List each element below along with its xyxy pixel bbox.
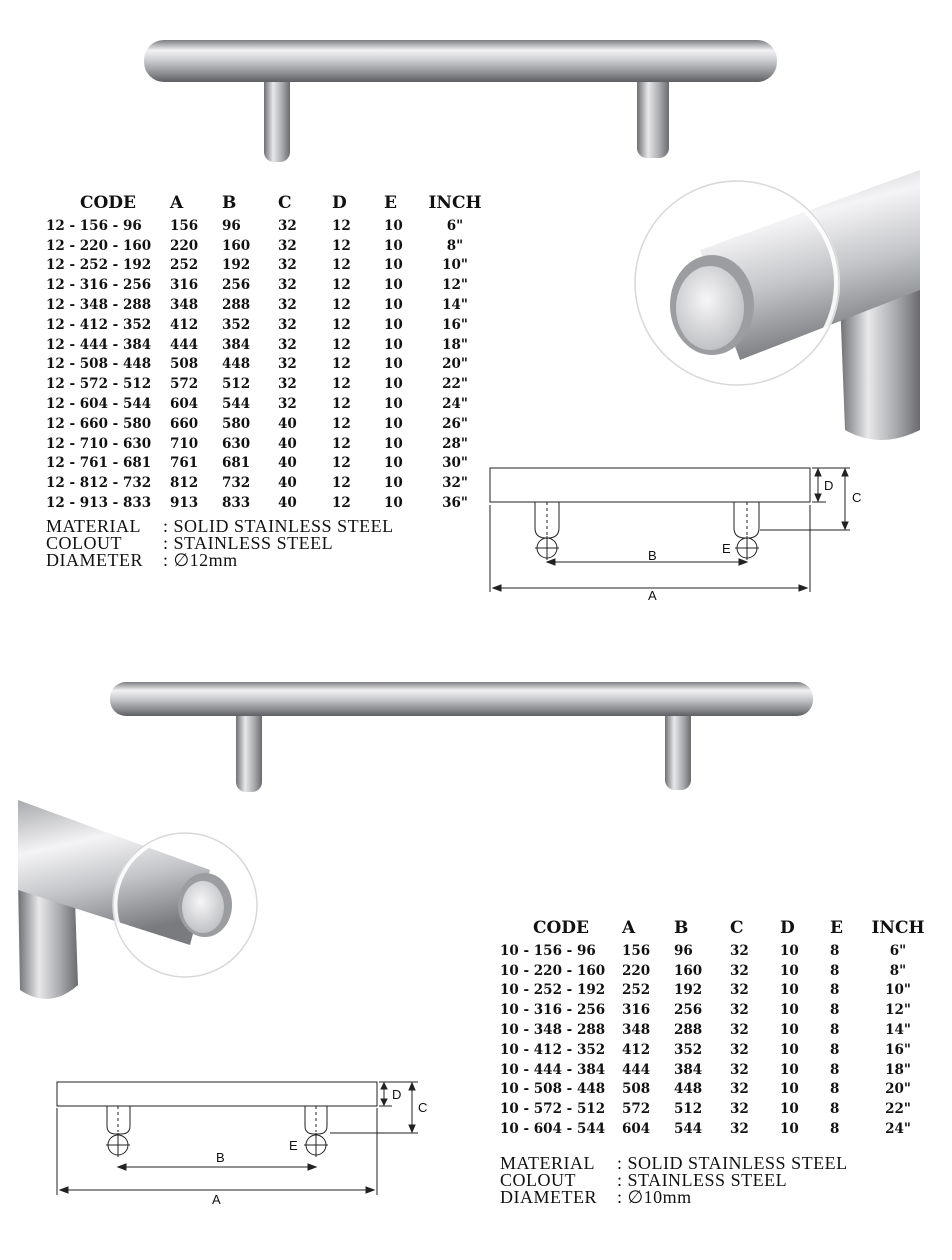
table-cell: 32 bbox=[730, 1041, 749, 1058]
table-cell: 352 bbox=[222, 316, 251, 333]
table-cell: 913 bbox=[170, 495, 199, 512]
table-cell: 32 bbox=[730, 1061, 749, 1078]
table-cell: 10 - 412 - 352 bbox=[500, 1041, 606, 1058]
table-cell: 8 bbox=[830, 1121, 840, 1138]
table-cell: 8 bbox=[830, 1101, 840, 1118]
table-cell: 384 bbox=[222, 336, 251, 353]
table-cell: 10 bbox=[384, 356, 403, 373]
table-cell: 448 bbox=[222, 356, 251, 373]
table-cell: 192 bbox=[222, 257, 251, 274]
table-cell: 14" bbox=[885, 1022, 911, 1039]
diameter-label: DIAMETER bbox=[46, 550, 143, 570]
table-row bbox=[46, 216, 484, 236]
table-cell: 12 bbox=[332, 336, 351, 353]
diameter-value: : ∅12mm bbox=[163, 550, 238, 570]
table-cell: 604 bbox=[170, 396, 199, 413]
column-header: D bbox=[780, 918, 795, 938]
table-cell: 32 bbox=[278, 396, 297, 413]
table-cell: 16" bbox=[885, 1041, 911, 1058]
table-row bbox=[46, 256, 484, 276]
table-cell: 40 bbox=[278, 455, 297, 472]
table-cell: 40 bbox=[278, 435, 297, 452]
spec-notes-10mm bbox=[500, 1155, 848, 1206]
table-cell: 316 bbox=[622, 1002, 651, 1019]
table-cell: 10 - 156 - 96 bbox=[500, 942, 596, 959]
table-row bbox=[500, 1040, 926, 1060]
table-cell: 10 bbox=[780, 962, 799, 979]
table-cell: 32 bbox=[730, 942, 749, 959]
table-row bbox=[46, 236, 484, 256]
table-cell: 10 bbox=[384, 237, 403, 254]
table-cell: 40 bbox=[278, 495, 297, 512]
table-cell: 10 - 508 - 448 bbox=[500, 1081, 606, 1098]
table-cell: 26" bbox=[442, 415, 468, 432]
table-cell: 10 bbox=[384, 475, 403, 492]
table-cell: 96 bbox=[222, 217, 241, 234]
table-cell: 288 bbox=[674, 1022, 703, 1039]
table-cell: 580 bbox=[222, 415, 251, 432]
diameter-label: DIAMETER bbox=[500, 1187, 597, 1207]
material-label: MATERIAL bbox=[46, 516, 141, 536]
table-row bbox=[500, 941, 926, 961]
table-cell: 384 bbox=[674, 1061, 703, 1078]
table-cell: 12 bbox=[332, 435, 351, 452]
table-row bbox=[46, 374, 484, 394]
table-cell: 24" bbox=[442, 396, 468, 413]
table-cell: 252 bbox=[622, 982, 651, 999]
table-cell: 316 bbox=[170, 277, 199, 294]
table-cell: 10 - 604 - 544 bbox=[500, 1121, 606, 1138]
column-header: A bbox=[170, 193, 184, 213]
diagram2-label-e: E bbox=[289, 1138, 298, 1153]
dimension-diagram-12mm bbox=[490, 468, 850, 592]
table-cell: 12 bbox=[332, 237, 351, 254]
table-cell: 833 bbox=[222, 495, 251, 512]
table-cell: 10 bbox=[384, 376, 403, 393]
diagram1-label-b: B bbox=[648, 548, 657, 563]
table-cell: 28" bbox=[442, 435, 468, 452]
table-cell: 36" bbox=[442, 495, 468, 512]
table-cell: 12 - 913 - 833 bbox=[46, 495, 152, 512]
table-cell: 32 bbox=[278, 336, 297, 353]
table-cell: 710 bbox=[170, 435, 199, 452]
table-cell: 12 - 220 - 160 bbox=[46, 237, 152, 254]
table-row bbox=[46, 414, 484, 434]
column-header: E bbox=[830, 918, 843, 938]
column-header: INCH bbox=[428, 193, 482, 213]
table-cell: 12 bbox=[332, 316, 351, 333]
table-cell: 8 bbox=[830, 942, 840, 959]
table-cell: 512 bbox=[674, 1101, 703, 1118]
table-cell: 12 bbox=[332, 297, 351, 314]
column-header: CODE bbox=[79, 193, 137, 213]
table-cell: 544 bbox=[222, 396, 251, 413]
table-cell: 256 bbox=[222, 277, 251, 294]
table-cell: 32 bbox=[730, 1121, 749, 1138]
table-cell: 12" bbox=[442, 277, 468, 294]
table-cell: 10 bbox=[780, 1061, 799, 1078]
table-cell: 12 bbox=[332, 495, 351, 512]
spec-notes-12mm bbox=[46, 518, 394, 569]
table-cell: 10 bbox=[384, 415, 403, 432]
table-cell: 220 bbox=[170, 237, 199, 254]
column-header: E bbox=[384, 193, 397, 213]
spec-table-12mm bbox=[46, 192, 484, 513]
table-cell: 660 bbox=[170, 415, 199, 432]
table-cell: 10 bbox=[780, 1121, 799, 1138]
column-header: B bbox=[674, 918, 689, 938]
table-cell: 812 bbox=[170, 475, 199, 492]
table-cell: 8 bbox=[830, 1061, 840, 1078]
table-row bbox=[500, 961, 926, 981]
table-cell: 444 bbox=[622, 1061, 651, 1078]
table-cell: 12 bbox=[332, 455, 351, 472]
table-cell: 252 bbox=[170, 257, 199, 274]
table-header-row bbox=[46, 192, 484, 216]
table-cell: 32 bbox=[278, 237, 297, 254]
table-cell: 22" bbox=[885, 1101, 911, 1118]
table-cell: 10 bbox=[384, 495, 403, 512]
diagram1-label-a: A bbox=[648, 588, 657, 603]
table-cell: 352 bbox=[674, 1041, 703, 1058]
table-cell: 30" bbox=[442, 455, 468, 472]
table-cell: 32 bbox=[278, 297, 297, 314]
table-cell: 412 bbox=[622, 1041, 651, 1058]
table-cell: 18" bbox=[885, 1061, 911, 1078]
table-cell: 32 bbox=[278, 356, 297, 373]
table-cell: 10 bbox=[780, 1101, 799, 1118]
diagram1-label-d: D bbox=[824, 478, 834, 493]
table-cell: 32 bbox=[730, 1002, 749, 1019]
table-cell: 572 bbox=[622, 1101, 651, 1118]
table-cell: 12 bbox=[332, 356, 351, 373]
table-cell: 412 bbox=[170, 316, 199, 333]
table-cell: 12 - 508 - 448 bbox=[46, 356, 152, 373]
table-cell: 10 bbox=[384, 435, 403, 452]
spec-table-10mm bbox=[500, 917, 926, 1139]
table-cell: 40 bbox=[278, 415, 297, 432]
table-cell: 10 bbox=[384, 277, 403, 294]
table-row bbox=[46, 434, 484, 454]
table-cell: 192 bbox=[674, 982, 703, 999]
column-header: C bbox=[730, 918, 744, 938]
table-cell: 444 bbox=[170, 336, 199, 353]
table-cell: 10 - 252 - 192 bbox=[500, 982, 606, 999]
table-cell: 6" bbox=[889, 942, 907, 959]
table-row bbox=[46, 493, 484, 513]
table-cell: 10" bbox=[442, 257, 468, 274]
table-cell: 32 bbox=[730, 1101, 749, 1118]
table-cell: 160 bbox=[222, 237, 251, 254]
table-cell: 12 - 156 - 96 bbox=[46, 217, 142, 234]
table-cell: 12 bbox=[332, 277, 351, 294]
table-row bbox=[500, 1060, 926, 1080]
table-row bbox=[500, 981, 926, 1001]
table-cell: 10 - 220 - 160 bbox=[500, 962, 606, 979]
table-cell: 20" bbox=[885, 1081, 911, 1098]
table-cell: 12 bbox=[332, 396, 351, 413]
table-cell: 156 bbox=[170, 217, 199, 234]
colour-value: : STAINLESS STEEL bbox=[163, 533, 334, 553]
table-cell: 12 bbox=[332, 376, 351, 393]
table-row bbox=[46, 454, 484, 474]
table-cell: 12 - 572 - 512 bbox=[46, 376, 152, 393]
table-cell: 348 bbox=[622, 1022, 651, 1039]
handle-closeup-12mm bbox=[635, 170, 920, 440]
table-row bbox=[46, 315, 484, 335]
diagram2-label-b: B bbox=[216, 1150, 225, 1165]
table-cell: 10 bbox=[780, 1081, 799, 1098]
table-cell: 12 - 812 - 732 bbox=[46, 475, 152, 492]
dimension-diagram-10mm bbox=[57, 1082, 418, 1195]
table-row bbox=[500, 1119, 926, 1139]
table-cell: 12 - 660 - 580 bbox=[46, 415, 152, 432]
table-cell: 10" bbox=[885, 982, 911, 999]
handle-photo-12mm bbox=[144, 40, 777, 162]
table-cell: 681 bbox=[222, 455, 251, 472]
handle-photo-10mm bbox=[110, 682, 813, 792]
table-cell: 12 - 761 - 681 bbox=[46, 455, 152, 472]
table-cell: 12 bbox=[332, 257, 351, 274]
diagram1-label-c: C bbox=[852, 490, 862, 505]
material-value: : SOLID STAINLESS STEEL bbox=[617, 1153, 848, 1173]
table-cell: 512 bbox=[222, 376, 251, 393]
table-cell: 8 bbox=[830, 1041, 840, 1058]
table-cell: 761 bbox=[170, 455, 199, 472]
table-cell: 288 bbox=[222, 297, 251, 314]
table-cell: 32 bbox=[278, 257, 297, 274]
table-cell: 508 bbox=[622, 1081, 651, 1098]
table-cell: 604 bbox=[622, 1121, 651, 1138]
diameter-value: : ∅10mm bbox=[617, 1187, 692, 1207]
table-cell: 22" bbox=[442, 376, 468, 393]
table-cell: 544 bbox=[674, 1121, 703, 1138]
table-cell: 32" bbox=[442, 475, 468, 492]
column-header: D bbox=[332, 193, 347, 213]
table-cell: 10 bbox=[780, 942, 799, 959]
table-cell: 12 - 444 - 384 bbox=[46, 336, 152, 353]
table-cell: 12 - 316 - 256 bbox=[46, 277, 152, 294]
table-cell: 32 bbox=[730, 982, 749, 999]
table-cell: 8 bbox=[830, 962, 840, 979]
table-row bbox=[46, 473, 484, 493]
table-cell: 10 - 348 - 288 bbox=[500, 1022, 606, 1039]
table-cell: 10 - 444 - 384 bbox=[500, 1061, 606, 1078]
table-cell: 732 bbox=[222, 475, 251, 492]
table-cell: 12 - 604 - 544 bbox=[46, 396, 152, 413]
diagram2-label-a: A bbox=[212, 1192, 221, 1207]
table-cell: 508 bbox=[170, 356, 199, 373]
table-cell: 32 bbox=[730, 962, 749, 979]
table-row bbox=[500, 1000, 926, 1020]
table-cell: 12 bbox=[332, 415, 351, 432]
handle-closeup-10mm bbox=[18, 800, 257, 999]
table-cell: 10 bbox=[780, 1002, 799, 1019]
table-cell: 32 bbox=[278, 217, 297, 234]
table-cell: 10 - 316 - 256 bbox=[500, 1002, 606, 1019]
table-cell: 32 bbox=[730, 1081, 749, 1098]
table-cell: 8 bbox=[830, 1022, 840, 1039]
table-cell: 18" bbox=[442, 336, 468, 353]
column-header: INCH bbox=[871, 918, 925, 938]
column-header: B bbox=[222, 193, 237, 213]
table-cell: 12 bbox=[332, 475, 351, 492]
table-row bbox=[46, 335, 484, 355]
table-cell: 32 bbox=[730, 1022, 749, 1039]
table-cell: 10 bbox=[780, 1022, 799, 1039]
table-cell: 220 bbox=[622, 962, 651, 979]
table-cell: 16" bbox=[442, 316, 468, 333]
table-cell: 12 - 710 - 630 bbox=[46, 435, 152, 452]
table-cell: 8" bbox=[446, 237, 464, 254]
table-cell: 10 - 572 - 512 bbox=[500, 1101, 606, 1118]
table-cell: 10 bbox=[384, 336, 403, 353]
table-cell: 40 bbox=[278, 475, 297, 492]
column-header: C bbox=[278, 193, 292, 213]
table-cell: 8 bbox=[830, 1002, 840, 1019]
material-label: MATERIAL bbox=[500, 1153, 595, 1173]
table-cell: 32 bbox=[278, 376, 297, 393]
table-cell: 10 bbox=[384, 297, 403, 314]
table-cell: 448 bbox=[674, 1081, 703, 1098]
table-cell: 10 bbox=[780, 1041, 799, 1058]
colour-label: COLOUT bbox=[46, 533, 122, 553]
diagram2-label-d: D bbox=[392, 1087, 402, 1102]
table-cell: 12 bbox=[332, 217, 351, 234]
table-cell: 156 bbox=[622, 942, 651, 959]
table-header-row bbox=[500, 917, 926, 941]
table-cell: 10 bbox=[384, 455, 403, 472]
table-cell: 96 bbox=[674, 942, 693, 959]
table-row bbox=[46, 394, 484, 414]
table-cell: 12 - 412 - 352 bbox=[46, 316, 152, 333]
column-header: A bbox=[622, 918, 636, 938]
diagram2-label-c: C bbox=[418, 1100, 428, 1115]
table-cell: 12 - 348 - 288 bbox=[46, 297, 152, 314]
table-cell: 10 bbox=[780, 982, 799, 999]
colour-value: : STAINLESS STEEL bbox=[617, 1170, 788, 1190]
column-header: CODE bbox=[532, 918, 590, 938]
table-row bbox=[500, 1020, 926, 1040]
table-cell: 256 bbox=[674, 1002, 703, 1019]
diagram1-label-e: E bbox=[722, 541, 731, 556]
table-cell: 32 bbox=[278, 277, 297, 294]
table-cell: 8 bbox=[830, 1081, 840, 1098]
table-row bbox=[46, 275, 484, 295]
table-cell: 6" bbox=[446, 217, 464, 234]
table-cell: 24" bbox=[885, 1121, 911, 1138]
table-row bbox=[46, 295, 484, 315]
table-cell: 630 bbox=[222, 435, 251, 452]
table-cell: 572 bbox=[170, 376, 199, 393]
material-value: : SOLID STAINLESS STEEL bbox=[163, 516, 394, 536]
colour-label: COLOUT bbox=[500, 1170, 576, 1190]
table-cell: 10 bbox=[384, 396, 403, 413]
table-cell: 12" bbox=[885, 1002, 911, 1019]
table-cell: 160 bbox=[674, 962, 703, 979]
table-cell: 32 bbox=[278, 316, 297, 333]
table-cell: 12 - 252 - 192 bbox=[46, 257, 152, 274]
table-cell: 348 bbox=[170, 297, 199, 314]
table-row bbox=[46, 355, 484, 375]
table-cell: 10 bbox=[384, 217, 403, 234]
table-row bbox=[500, 1080, 926, 1100]
table-cell: 8 bbox=[830, 982, 840, 999]
table-cell: 14" bbox=[442, 297, 468, 314]
table-cell: 10 bbox=[384, 257, 403, 274]
table-cell: 8" bbox=[889, 962, 907, 979]
table-row bbox=[500, 1099, 926, 1119]
table-cell: 20" bbox=[442, 356, 468, 373]
table-cell: 10 bbox=[384, 316, 403, 333]
